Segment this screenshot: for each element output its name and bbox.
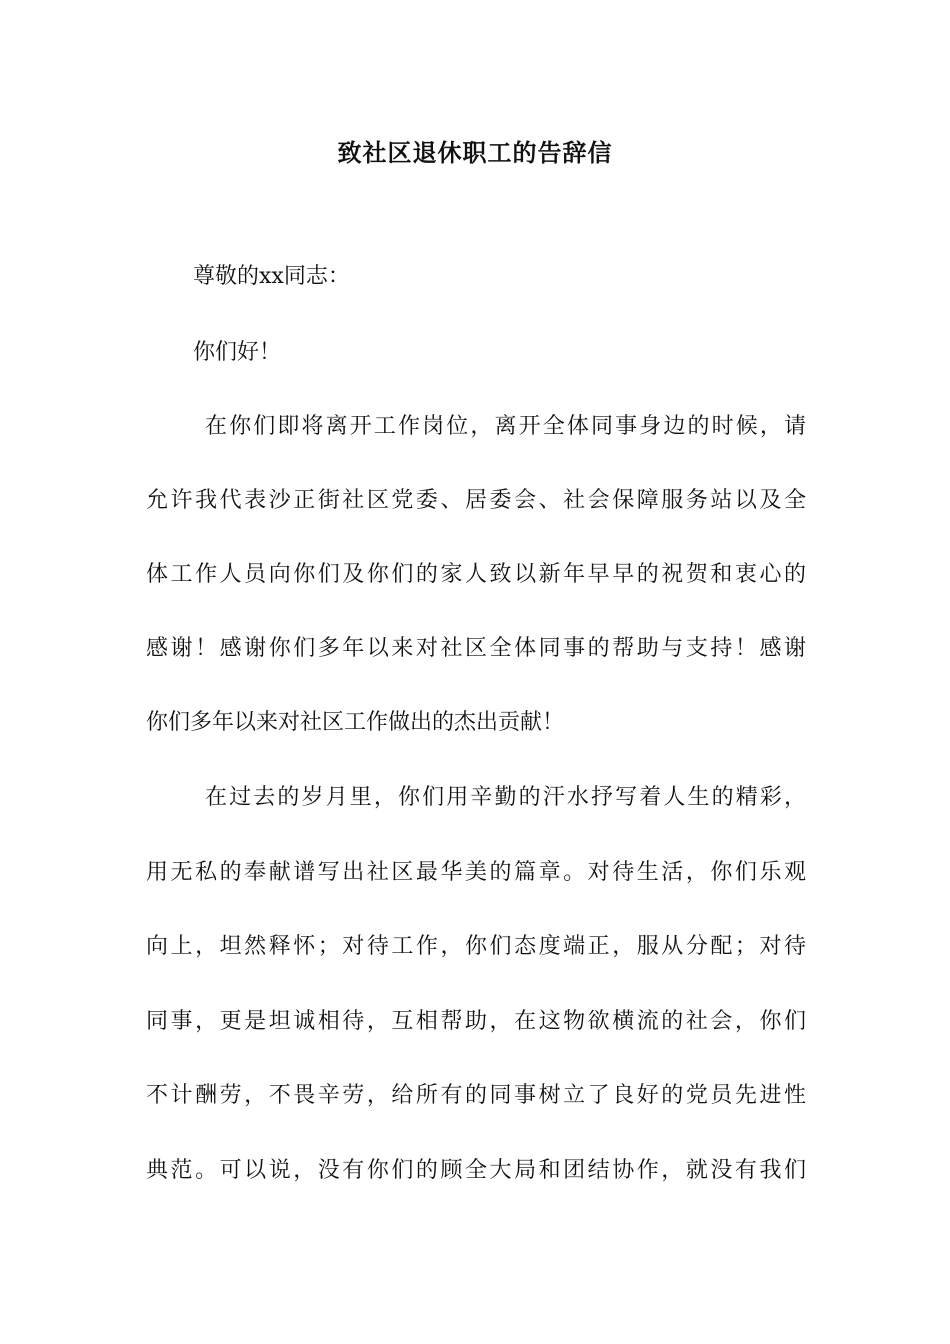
paragraph-line: 允许我代表沙正街社区党委、居委会、社会保障服务站以及全: [146, 488, 806, 513]
paragraph-line: 同事，更是坦诚相待，互相帮助，在这物欲横流的社会，你们: [146, 1009, 806, 1034]
paragraph-line: 在过去的岁月里，你们用辛勤的汗水抒写着人生的精彩，: [205, 785, 806, 810]
paragraph-line: 典范。可以说，没有你们的顾全大局和团结协作，就没有我们: [146, 1158, 806, 1183]
paragraph-line: 在你们即将离开工作岗位，离开全体同事身边的时候，请: [205, 414, 806, 439]
paragraph-line: 体工作人员向你们及你们的家人致以新年早早的祝贺和衷心的: [146, 562, 806, 587]
greeting: 你们好！: [193, 340, 282, 365]
paragraph-line: 用无私的奉献谱写出社区最华美的篇章。对待生活，你们乐观: [146, 860, 806, 885]
paragraph-line: 不计酬劳，不畏辛劳，给所有的同事树立了良好的党员先进性: [146, 1083, 806, 1108]
paragraph-line: 你们多年以来对社区工作做出的杰出贡献！: [146, 710, 565, 735]
paragraph-line: 向上，坦然释怀；对待工作，你们态度端正，服从分配；对待: [146, 934, 806, 959]
salutation: 尊敬的xx同志：: [193, 264, 350, 289]
paragraph-line: 感谢！感谢你们多年以来对社区全体同事的帮助与支持！感谢: [146, 636, 806, 661]
page-title: 致社区退休职工的告辞信: [337, 138, 613, 167]
